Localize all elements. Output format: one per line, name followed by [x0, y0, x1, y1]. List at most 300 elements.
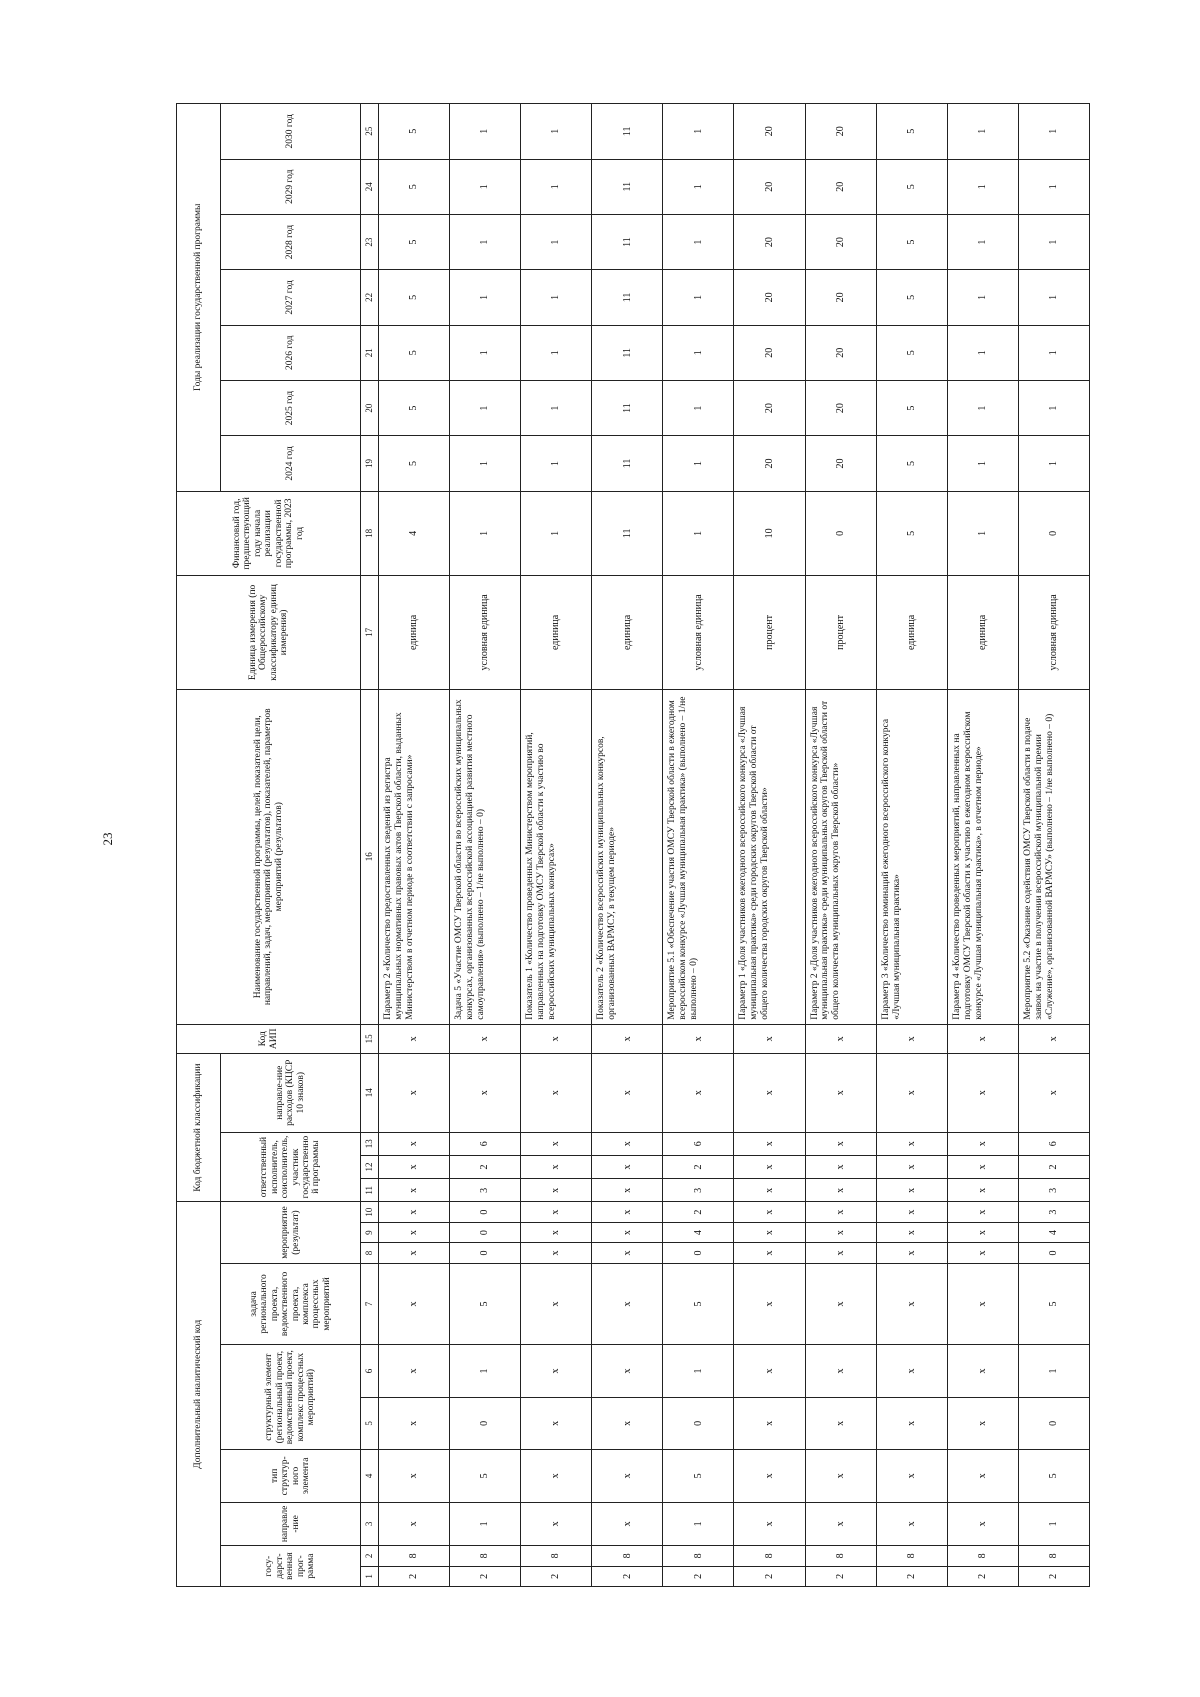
- code-cell: 1: [450, 1502, 521, 1546]
- code-cell: 3: [663, 1179, 734, 1202]
- code-cell: х: [947, 1155, 1018, 1178]
- year-value-cell: 5: [876, 214, 947, 269]
- column-number: 15: [361, 1024, 379, 1053]
- code-cell: 1: [450, 1345, 521, 1397]
- year-value-cell: 1: [663, 380, 734, 435]
- code-cell: х: [805, 1397, 876, 1449]
- year-value-cell: 1: [947, 380, 1018, 435]
- base-year-cell: 0: [805, 491, 876, 575]
- header-code-aip: Код АИП: [177, 1024, 361, 1053]
- code-cell: х: [947, 1345, 1018, 1397]
- program-table: [176, 103, 1090, 1587]
- unit-cell: единица: [947, 576, 1018, 690]
- code-cell: х: [805, 1155, 876, 1178]
- base-year-cell: 10: [734, 491, 805, 575]
- header-year-2028: 2028 год: [221, 214, 361, 269]
- code-cell: 2: [450, 1155, 521, 1178]
- code-cell: 5: [450, 1450, 521, 1502]
- code-cell: 1: [663, 1345, 734, 1397]
- year-value-cell: 1: [1018, 436, 1089, 491]
- code-cell: х: [947, 1450, 1018, 1502]
- code-cell: х: [379, 1222, 450, 1242]
- column-number: 17: [361, 576, 379, 690]
- column-number: 14: [361, 1053, 379, 1132]
- code-cell: х: [876, 1024, 947, 1053]
- code-cell: х: [805, 1502, 876, 1546]
- code-cell: х: [734, 1263, 805, 1345]
- header-task: задача регионального проекта, ведомственного проекта, комплекса процессных мероприятий: [221, 1263, 361, 1345]
- header-event: мероприятие (результат): [221, 1202, 361, 1263]
- column-number: 16: [361, 689, 379, 1024]
- code-cell: х: [521, 1502, 592, 1546]
- year-value-cell: 20: [805, 214, 876, 269]
- code-cell: 0: [663, 1397, 734, 1449]
- year-value-cell: 5: [876, 270, 947, 325]
- code-cell: х: [521, 1222, 592, 1242]
- code-cell: х: [876, 1345, 947, 1397]
- base-year-cell: 1: [947, 491, 1018, 575]
- year-value-cell: 1: [947, 214, 1018, 269]
- year-value-cell: 20: [805, 104, 876, 160]
- code-cell: х: [876, 1397, 947, 1449]
- code-cell: х: [379, 1053, 450, 1132]
- code-cell: 0: [450, 1222, 521, 1242]
- code-cell: 5: [1018, 1263, 1089, 1345]
- code-cell: х: [734, 1397, 805, 1449]
- column-number: 8: [361, 1243, 379, 1263]
- column-number: 4: [361, 1450, 379, 1502]
- column-number: 23: [361, 214, 379, 269]
- year-value-cell: 1: [521, 325, 592, 380]
- code-cell: х: [592, 1053, 663, 1132]
- code-cell: х: [805, 1202, 876, 1222]
- code-cell: 0: [450, 1202, 521, 1222]
- column-number: 20: [361, 380, 379, 435]
- code-cell: 8: [592, 1546, 663, 1566]
- year-value-cell: 20: [734, 325, 805, 380]
- year-value-cell: 5: [876, 159, 947, 214]
- year-value-cell: 5: [379, 104, 450, 160]
- year-value-cell: 1: [663, 159, 734, 214]
- code-cell: 6: [450, 1132, 521, 1155]
- year-value-cell: 11: [592, 270, 663, 325]
- year-value-cell: 1: [521, 104, 592, 160]
- rotated-table-container: [176, 103, 1090, 1587]
- year-value-cell: 11: [592, 325, 663, 380]
- code-cell: х: [947, 1053, 1018, 1132]
- year-value-cell: 1: [1018, 325, 1089, 380]
- base-year-cell: 0: [1018, 491, 1089, 575]
- code-cell: х: [876, 1263, 947, 1345]
- code-cell: 8: [734, 1546, 805, 1566]
- code-cell: 2: [450, 1566, 521, 1586]
- code-cell: х: [592, 1450, 663, 1502]
- header-analytic-code: Дополнительный аналитический код: [177, 1202, 221, 1587]
- year-value-cell: 1: [947, 159, 1018, 214]
- column-number: 6: [361, 1345, 379, 1397]
- year-value-cell: 1: [450, 159, 521, 214]
- column-number: 13: [361, 1132, 379, 1155]
- header-budget-code: Код бюджетной классификации: [177, 1053, 221, 1202]
- code-cell: х: [592, 1179, 663, 1202]
- year-value-cell: 20: [734, 159, 805, 214]
- year-value-cell: 1: [450, 270, 521, 325]
- year-value-cell: 11: [592, 436, 663, 491]
- header-struct-element: структурный элемент (региональный проект, ведомственный проект, комплекс процессных мероприятий): [221, 1345, 361, 1450]
- base-year-cell: 5: [876, 491, 947, 575]
- unit-cell: условная единица: [450, 576, 521, 690]
- code-cell: х: [805, 1345, 876, 1397]
- code-cell: 1: [1018, 1502, 1089, 1546]
- year-value-cell: 20: [734, 270, 805, 325]
- header-year-2027: 2027 год: [221, 270, 361, 325]
- base-year-cell: 1: [450, 491, 521, 575]
- code-cell: х: [379, 1450, 450, 1502]
- code-cell: х: [379, 1397, 450, 1449]
- year-value-cell: 5: [876, 380, 947, 435]
- code-cell: х: [805, 1263, 876, 1345]
- header-gos-prog: госу-дарст-венная прог-рамма: [221, 1546, 361, 1587]
- code-cell: х: [592, 1502, 663, 1546]
- year-value-cell: 5: [379, 214, 450, 269]
- code-cell: х: [876, 1202, 947, 1222]
- code-cell: х: [805, 1243, 876, 1263]
- code-cell: х: [1018, 1024, 1089, 1053]
- code-cell: 0: [450, 1243, 521, 1263]
- year-value-cell: 5: [876, 104, 947, 160]
- year-value-cell: 11: [592, 104, 663, 160]
- year-value-cell: 1: [521, 159, 592, 214]
- code-cell: х: [947, 1502, 1018, 1546]
- code-cell: х: [734, 1053, 805, 1132]
- base-year-cell: 1: [521, 491, 592, 575]
- name-cell: Показатель 1 «Количество проведенных Министерством мероприятий, направленных на подготовку ОМСУ Тверской области к участию во всероссийских муниципальных конкурсах»: [521, 689, 592, 1024]
- code-cell: х: [379, 1263, 450, 1345]
- code-cell: х: [379, 1345, 450, 1397]
- code-cell: 5: [450, 1263, 521, 1345]
- code-cell: х: [521, 1345, 592, 1397]
- code-cell: х: [379, 1024, 450, 1053]
- code-cell: х: [521, 1053, 592, 1132]
- unit-cell: единица: [592, 576, 663, 690]
- column-number: 19: [361, 436, 379, 491]
- code-cell: х: [876, 1450, 947, 1502]
- code-cell: х: [805, 1053, 876, 1132]
- code-cell: 4: [663, 1222, 734, 1242]
- code-cell: х: [1018, 1053, 1089, 1132]
- code-cell: х: [805, 1222, 876, 1242]
- year-value-cell: 1: [663, 214, 734, 269]
- base-year-cell: 11: [592, 491, 663, 575]
- column-number: 25: [361, 104, 379, 160]
- code-cell: 3: [450, 1179, 521, 1202]
- code-cell: х: [805, 1179, 876, 1202]
- year-value-cell: 1: [1018, 270, 1089, 325]
- unit-cell: процент: [805, 576, 876, 690]
- column-number: 1: [361, 1566, 379, 1586]
- code-cell: 1: [663, 1502, 734, 1546]
- code-cell: 2: [947, 1566, 1018, 1586]
- code-cell: х: [379, 1243, 450, 1263]
- code-cell: 2: [876, 1566, 947, 1586]
- page-number: 23: [100, 832, 115, 846]
- code-cell: х: [947, 1263, 1018, 1345]
- header-year-2024: 2024 год: [221, 436, 361, 491]
- header-fin-year: Финансовый год, предшествующий году начала реализации государственной программы, 2023 год: [177, 491, 361, 575]
- column-number: 10: [361, 1202, 379, 1222]
- code-cell: 5: [663, 1450, 734, 1502]
- code-cell: х: [805, 1132, 876, 1155]
- code-cell: 8: [947, 1546, 1018, 1566]
- code-cell: 0: [1018, 1397, 1089, 1449]
- code-cell: 2: [805, 1566, 876, 1586]
- year-value-cell: 1: [1018, 380, 1089, 435]
- year-value-cell: 20: [734, 436, 805, 491]
- code-cell: 8: [450, 1546, 521, 1566]
- unit-cell: единица: [379, 576, 450, 690]
- code-cell: 2: [734, 1566, 805, 1586]
- year-value-cell: 1: [663, 104, 734, 160]
- code-cell: х: [592, 1155, 663, 1178]
- code-cell: 5: [1018, 1450, 1089, 1502]
- column-number: 18: [361, 491, 379, 575]
- header-name: Наименование государственной программы, целей, показателей цели, направлений, задач, мероприятий (результатов), показателей, параметров мероприятий (результатов): [177, 689, 361, 1024]
- year-value-cell: 11: [592, 159, 663, 214]
- code-cell: 8: [1018, 1546, 1089, 1566]
- code-cell: х: [947, 1202, 1018, 1222]
- base-year-cell: 4: [379, 491, 450, 575]
- code-cell: х: [947, 1222, 1018, 1242]
- year-value-cell: 1: [663, 325, 734, 380]
- column-number: 5: [361, 1397, 379, 1449]
- code-cell: х: [947, 1397, 1018, 1449]
- code-cell: х: [592, 1222, 663, 1242]
- code-cell: х: [663, 1024, 734, 1053]
- code-cell: х: [592, 1345, 663, 1397]
- unit-cell: единица: [876, 576, 947, 690]
- column-number-row: [361, 104, 379, 1587]
- code-cell: х: [734, 1502, 805, 1546]
- year-value-cell: 11: [592, 214, 663, 269]
- code-cell: 4: [1018, 1222, 1089, 1242]
- column-number: 21: [361, 325, 379, 380]
- code-cell: х: [592, 1263, 663, 1345]
- code-cell: х: [947, 1243, 1018, 1263]
- code-cell: х: [734, 1243, 805, 1263]
- table-row: [592, 104, 663, 1587]
- year-value-cell: 5: [379, 325, 450, 380]
- header-year-2025: 2025 год: [221, 380, 361, 435]
- table-row: [379, 104, 450, 1587]
- code-cell: х: [734, 1202, 805, 1222]
- code-cell: 1: [1018, 1345, 1089, 1397]
- table-row: [1018, 104, 1089, 1587]
- table-row: [947, 104, 1018, 1587]
- year-value-cell: 1: [1018, 104, 1089, 160]
- code-cell: х: [663, 1053, 734, 1132]
- code-cell: 2: [379, 1566, 450, 1586]
- code-cell: х: [734, 1450, 805, 1502]
- year-value-cell: 1: [947, 104, 1018, 160]
- year-value-cell: 1: [521, 214, 592, 269]
- code-cell: х: [379, 1155, 450, 1178]
- year-value-cell: 20: [805, 270, 876, 325]
- code-cell: х: [521, 1397, 592, 1449]
- name-cell: Параметр 4 «Количество проведенных мероприятий, направленных на подготовку ОМСУ Тверской области к участию в ежегодном всероссийском конкурсе «Лучшая муниципальная практика», в отчетном периоде»: [947, 689, 1018, 1024]
- header-year-2030: 2030 год: [221, 104, 361, 160]
- code-cell: 2: [1018, 1566, 1089, 1586]
- year-value-cell: 20: [734, 214, 805, 269]
- year-value-cell: 1: [947, 270, 1018, 325]
- code-cell: х: [734, 1179, 805, 1202]
- code-cell: 2: [663, 1202, 734, 1222]
- code-cell: х: [876, 1179, 947, 1202]
- header-element-type: тип структур-ного элемента: [221, 1450, 361, 1502]
- year-value-cell: 1: [1018, 214, 1089, 269]
- code-cell: 0: [1018, 1243, 1089, 1263]
- table-row: [805, 104, 876, 1587]
- name-cell: Мероприятие 5.2 «Оказание содействия ОМСУ Тверской области в подаче заявок на участие в получении всероссийской муниципальной премии «Служение», организованной ВАРМСУ» (выполнено – 1/не выполнено – 0): [1018, 689, 1089, 1024]
- code-cell: 2: [592, 1566, 663, 1586]
- code-cell: 0: [663, 1243, 734, 1263]
- code-cell: х: [521, 1024, 592, 1053]
- code-cell: х: [734, 1024, 805, 1053]
- year-value-cell: 1: [450, 436, 521, 491]
- name-cell: Мероприятие 5.1 «Обеспечение участия ОМСУ Тверской области в ежегодном всероссийском конкурсе «Лучшая муниципальная практика» (выполнено – 1/не выполнено – 0): [663, 689, 734, 1024]
- table-body: [379, 104, 1090, 1587]
- code-cell: х: [450, 1024, 521, 1053]
- code-cell: х: [592, 1202, 663, 1222]
- code-cell: х: [734, 1345, 805, 1397]
- year-value-cell: 11: [592, 380, 663, 435]
- year-value-cell: 1: [450, 380, 521, 435]
- code-cell: 2: [663, 1566, 734, 1586]
- year-value-cell: 1: [450, 104, 521, 160]
- column-number: 11: [361, 1179, 379, 1202]
- column-number: 9: [361, 1222, 379, 1242]
- header-years-group: Годы реализации государственной программы: [177, 104, 221, 492]
- header-executor: ответственный исполнитель, соисполнитель, участник государственной программы: [221, 1132, 361, 1202]
- base-year-cell: 1: [663, 491, 734, 575]
- year-value-cell: 1: [663, 436, 734, 491]
- name-cell: Показатель 2 «Количество всероссийских муниципальных конкурсов, организованных ВАРМСУ, в текущем периоде»: [592, 689, 663, 1024]
- code-cell: х: [947, 1132, 1018, 1155]
- column-number: 24: [361, 159, 379, 214]
- code-cell: х: [734, 1132, 805, 1155]
- year-value-cell: 1: [450, 214, 521, 269]
- code-cell: х: [876, 1155, 947, 1178]
- header-direction: направле-ние: [221, 1502, 361, 1546]
- code-cell: х: [876, 1222, 947, 1242]
- column-number: 12: [361, 1155, 379, 1178]
- year-value-cell: 20: [805, 380, 876, 435]
- code-cell: 6: [663, 1132, 734, 1155]
- year-value-cell: 1: [521, 380, 592, 435]
- code-cell: х: [521, 1202, 592, 1222]
- year-value-cell: 1: [521, 436, 592, 491]
- year-value-cell: 20: [805, 159, 876, 214]
- unit-cell: условная единица: [663, 576, 734, 690]
- code-cell: х: [592, 1243, 663, 1263]
- code-cell: 8: [805, 1546, 876, 1566]
- header-year-2026: 2026 год: [221, 325, 361, 380]
- code-cell: х: [379, 1202, 450, 1222]
- unit-cell: процент: [734, 576, 805, 690]
- name-cell: Параметр 3 «Количество номинаций ежегодного всероссийского конкурса «Лучшая муниципальная практика»: [876, 689, 947, 1024]
- column-number: 3: [361, 1502, 379, 1546]
- column-number: 7: [361, 1263, 379, 1345]
- year-value-cell: 1: [663, 270, 734, 325]
- table-row: [521, 104, 592, 1587]
- code-cell: 5: [663, 1263, 734, 1345]
- code-cell: 2: [663, 1155, 734, 1178]
- code-cell: х: [521, 1132, 592, 1155]
- code-cell: х: [876, 1053, 947, 1132]
- code-cell: х: [592, 1024, 663, 1053]
- table-row: [663, 104, 734, 1587]
- year-value-cell: 5: [379, 380, 450, 435]
- code-cell: х: [521, 1243, 592, 1263]
- column-number: 2: [361, 1546, 379, 1566]
- code-cell: 8: [663, 1546, 734, 1566]
- year-value-cell: 1: [521, 270, 592, 325]
- code-cell: х: [876, 1243, 947, 1263]
- code-cell: х: [947, 1024, 1018, 1053]
- table-row: [734, 104, 805, 1587]
- code-cell: х: [876, 1502, 947, 1546]
- code-cell: х: [734, 1155, 805, 1178]
- unit-cell: условная единица: [1018, 576, 1089, 690]
- year-value-cell: 5: [379, 436, 450, 491]
- name-cell: Параметр 2 «Доля участников ежегодного всероссийского конкурса «Лучшая муниципальная практика» среди муниципальных округов Тверской области от общего количества муниципальных округов Тверской области»: [805, 689, 876, 1024]
- code-cell: 6: [1018, 1132, 1089, 1155]
- code-cell: 8: [876, 1546, 947, 1566]
- code-cell: х: [521, 1263, 592, 1345]
- code-cell: х: [592, 1397, 663, 1449]
- year-value-cell: 1: [450, 325, 521, 380]
- code-cell: 2: [521, 1566, 592, 1586]
- year-value-cell: 1: [947, 325, 1018, 380]
- code-cell: х: [947, 1179, 1018, 1202]
- year-value-cell: 1: [1018, 159, 1089, 214]
- year-value-cell: 20: [805, 325, 876, 380]
- code-cell: х: [805, 1024, 876, 1053]
- year-value-cell: 5: [379, 159, 450, 214]
- table-row: [876, 104, 947, 1587]
- code-cell: 8: [379, 1546, 450, 1566]
- year-value-cell: 1: [947, 436, 1018, 491]
- header-expense-dir: направле-ние расходов (КЦСР 10 знаков): [221, 1053, 361, 1132]
- name-cell: Задача 5 «Участие ОМСУ Тверской области во всероссийских муниципальных конкурсах, организованных всероссийской ассоциацией развития местного самоуправления» (выполнено – 1/не выполнено – 0): [450, 689, 521, 1024]
- name-cell: Параметр 1 «Доля участников ежегодного всероссийского конкурса «Лучшая муниципальная практика» среди городских округов Тверской области от общего количества городских округов Тверской области»: [734, 689, 805, 1024]
- header-unit: Единица измерения (по Общероссийскому классификатору единиц измерения): [177, 576, 361, 690]
- code-cell: х: [379, 1132, 450, 1155]
- code-cell: 3: [1018, 1202, 1089, 1222]
- unit-cell: единица: [521, 576, 592, 690]
- table-row: [450, 104, 521, 1587]
- code-cell: х: [450, 1053, 521, 1132]
- code-cell: х: [734, 1222, 805, 1242]
- year-value-cell: 20: [805, 436, 876, 491]
- code-cell: х: [379, 1179, 450, 1202]
- name-cell: Параметр 2 «Количество предоставленных сведений из регистра муниципальных нормативных правовых актов Тверской области, выданных Министерством в отчетном периоде в соответствии с запросами»: [379, 689, 450, 1024]
- code-cell: х: [592, 1132, 663, 1155]
- column-number: 22: [361, 270, 379, 325]
- code-cell: х: [521, 1155, 592, 1178]
- year-value-cell: 5: [876, 325, 947, 380]
- code-cell: 8: [521, 1546, 592, 1566]
- code-cell: х: [805, 1450, 876, 1502]
